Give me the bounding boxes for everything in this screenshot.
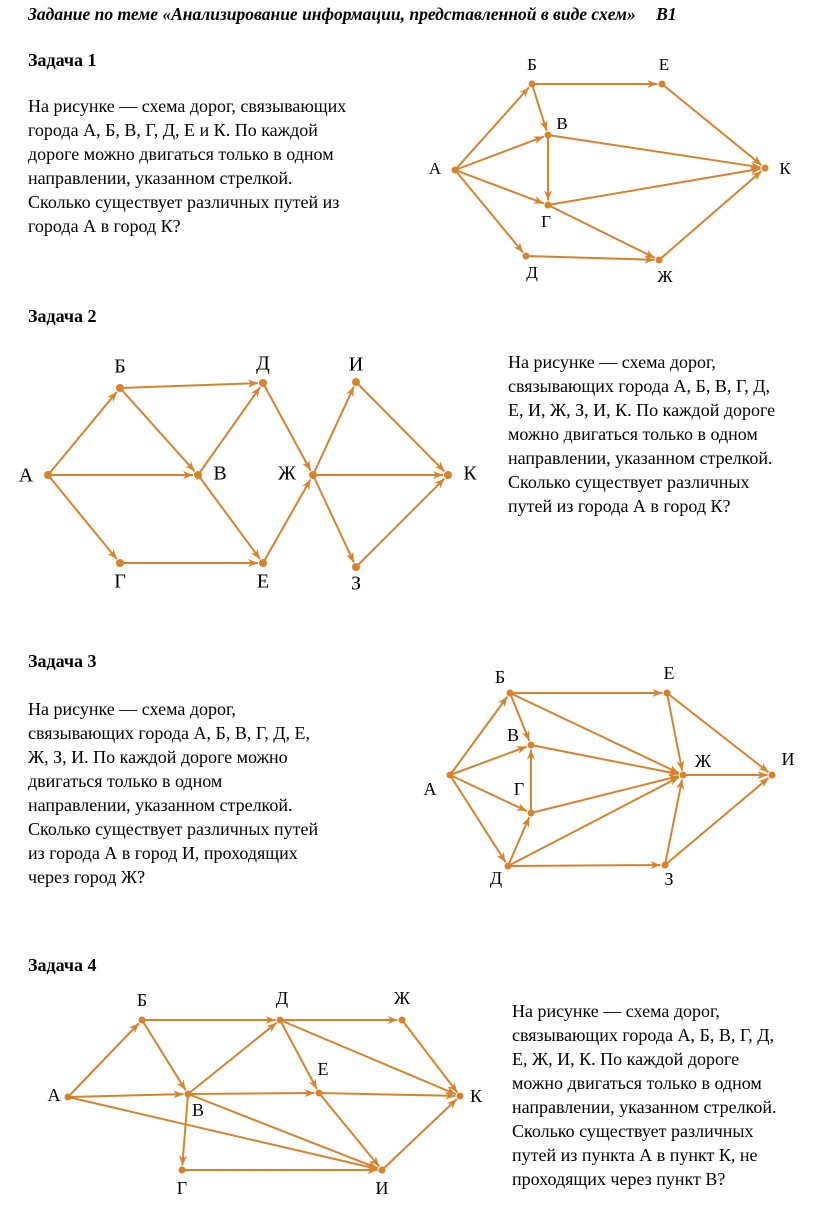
node-Ж: [399, 1017, 406, 1024]
task-1-text: На рисунке — схема дорог, связывающих города А, Б, В, Г, Д, Е и К. По каждой дороге можно двигаться только в одном направлении, указанном стрелкой. Сколько существует различных путей из города А в город К?: [28, 96, 347, 236]
node-Г: [179, 1167, 186, 1174]
node-label-З: З: [664, 869, 674, 890]
node-А: [65, 1094, 72, 1101]
task-1-title: Задача 1: [28, 50, 97, 70]
node-label-Е: Е: [663, 663, 675, 684]
edge-В-Д: [188, 1023, 276, 1094]
edge-Е-И: [319, 1093, 379, 1167]
edge-В-Е: [188, 1093, 315, 1094]
node-label-Д: Д: [256, 352, 270, 375]
node-label-Б: Б: [136, 990, 148, 1011]
node-label-Б: Б: [527, 54, 537, 74]
node-label-И: И: [348, 353, 364, 376]
node-label-А: А: [428, 158, 442, 178]
edge-Б-В: [142, 1020, 186, 1090]
node-label-Е: Е: [317, 1059, 329, 1080]
node-label-В: В: [191, 1100, 205, 1121]
node-label-Ж: Ж: [393, 988, 411, 1009]
node-label-Г: Г: [114, 570, 126, 593]
node-label-И: И: [375, 1178, 389, 1199]
node-label-И: И: [781, 749, 795, 770]
node-label-К: К: [779, 158, 791, 178]
node-label-В: В: [213, 462, 227, 485]
node-label-Д: Д: [526, 262, 538, 282]
header-title: Задание по теме «Анализирование информации, представленной в виде схем»: [28, 4, 636, 24]
edge-Ж-К: [402, 1020, 457, 1092]
edge-Д-Е: [280, 1020, 317, 1089]
node-label-Б: Б: [114, 355, 126, 378]
node-И: [379, 1167, 386, 1174]
node-label-Б: Б: [494, 667, 506, 688]
node-В: [185, 1091, 192, 1098]
node-label-В: В: [506, 725, 520, 746]
node-label-Г: Г: [541, 211, 551, 231]
task-3-text: На рисунке — схема дорог, связывающих города А, Б, В, Г, Д, Е, Ж, З, И. По каждой дороге можно двигаться только в одном направлении, указанном стрелкой. Сколько существует различных путей из города А в город И, проходящих через город Ж?: [28, 699, 319, 887]
node-label-Е: Е: [256, 570, 270, 593]
node-label-Д: Д: [275, 988, 289, 1009]
node-label-А: А: [18, 464, 34, 487]
node-label-Ж: Ж: [694, 751, 712, 772]
node-label-А: А: [47, 1085, 61, 1106]
edge-А-В: [68, 1094, 184, 1097]
node-label-З: З: [350, 572, 362, 595]
node-label-Г: Г: [513, 779, 525, 800]
edge-В-Г: [182, 1094, 188, 1166]
node-label-К: К: [469, 1086, 483, 1107]
node-label-Г: Г: [176, 1178, 188, 1199]
task-2-text: На рисунке — схема дорог, связывающих города А, Б, В, Г, Д, Е, И, Ж, З, И, К. По каждой дороге можно двигаться только в одном направлении, указанном стрелкой. Сколько существует различных путей из города А в город К?: [508, 352, 776, 516]
edge-А-Б: [68, 1023, 139, 1097]
node-label-Е: Е: [658, 54, 670, 74]
node-label-В: В: [556, 113, 568, 133]
header-code: В1: [656, 4, 677, 24]
task-3-title: Задача 3: [28, 651, 97, 671]
node-label-Ж: Ж: [278, 462, 296, 485]
node-Е: [316, 1090, 323, 1097]
node-label-Ж: Ж: [657, 266, 673, 286]
node-label-К: К: [463, 462, 477, 485]
node-label-А: А: [423, 779, 437, 800]
node-label-Д: Д: [489, 868, 503, 889]
node-Д: [277, 1017, 284, 1024]
task-4-text: На рисунке — схема дорог, связывающих города А, Б, В, Г, Д, Е, Ж, И, К. По каждой дороге можно двигаться только в одном направлении, указанном стрелкой. Сколько существует различных путей из пункта А в пункт К, не проходящих через пункт В?: [512, 1001, 777, 1189]
task-2-title: Задача 2: [28, 306, 97, 326]
edge-Е-К: [319, 1093, 456, 1096]
task-4-title: Задача 4: [28, 955, 97, 975]
node-Б: [139, 1017, 146, 1024]
node-К: [457, 1093, 464, 1100]
edge-И-К: [382, 1099, 457, 1170]
